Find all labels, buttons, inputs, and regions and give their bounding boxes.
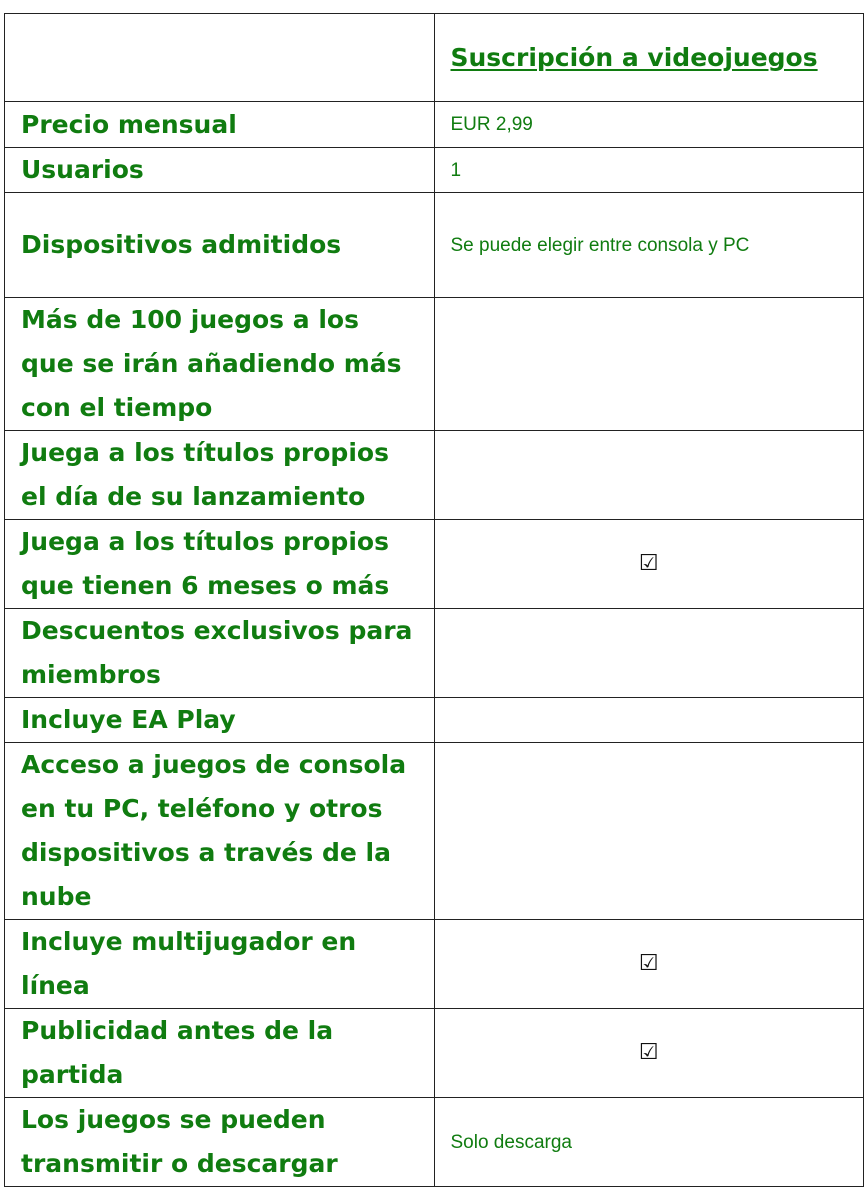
row-label-online-multiplayer: Incluye multijugador en línea: [5, 920, 435, 1009]
table-header-row: [5, 14, 864, 102]
row-label-day-one-titles: Juega a los títulos propios el día de su lanzamiento: [5, 431, 435, 520]
table-row: [5, 1009, 864, 1098]
plan-header-cell: [434, 14, 864, 102]
table-row: [5, 743, 864, 920]
value-cloud-gaming: [434, 743, 864, 920]
table-row: [5, 609, 864, 698]
value-online-multiplayer: [434, 920, 864, 1009]
row-label-pre-game-ads: Publicidad antes de la partida: [5, 1009, 435, 1098]
comparison-table: [4, 13, 864, 1187]
row-label-users: Usuarios: [5, 148, 435, 193]
value-day-one-titles: [434, 431, 864, 520]
table-row: [5, 298, 864, 431]
row-label-older-titles: Juega a los títulos propios que tienen 6 meses o más: [5, 520, 435, 609]
value-member-discounts: [434, 609, 864, 698]
row-label-cloud-gaming: Acceso a juegos de consola en tu PC, teléfono y otros dispositivos a través de la nube: [5, 743, 435, 920]
header-empty-cell: [5, 14, 435, 102]
value-monthly-price: EUR 2,99: [434, 102, 864, 148]
table-row: [5, 431, 864, 520]
row-label-ea-play: Incluye EA Play: [5, 698, 435, 743]
row-label-stream-or-download: Los juegos se pueden transmitir o descargar: [5, 1098, 435, 1187]
table-row: [5, 1098, 864, 1187]
table-row: [5, 102, 864, 148]
value-pre-game-ads: [434, 1009, 864, 1098]
plan-header-link[interactable]: Suscripción a videojuegos: [450, 42, 818, 72]
value-older-titles: [434, 520, 864, 609]
checkbox-checked-icon: ☑: [638, 550, 659, 576]
row-label-supported-devices: Dispositivos admitidos: [5, 193, 435, 298]
value-ea-play: [434, 698, 864, 743]
table-row: [5, 520, 864, 609]
value-users: 1: [434, 148, 864, 193]
table-row: [5, 920, 864, 1009]
checkbox-checked-icon: ☑: [638, 950, 659, 976]
table-row: [5, 193, 864, 298]
row-label-game-library: Más de 100 juegos a los que se irán añadiendo más con el tiempo: [5, 298, 435, 431]
value-stream-or-download: Solo descarga: [434, 1098, 864, 1187]
row-label-member-discounts: Descuentos exclusivos para miembros: [5, 609, 435, 698]
table-row: [5, 148, 864, 193]
row-label-monthly-price: Precio mensual: [5, 102, 435, 148]
checkbox-checked-icon: ☑: [638, 1039, 659, 1065]
value-game-library: [434, 298, 864, 431]
table-row: [5, 698, 864, 743]
value-supported-devices: Se puede elegir entre consola y PC: [434, 193, 864, 298]
